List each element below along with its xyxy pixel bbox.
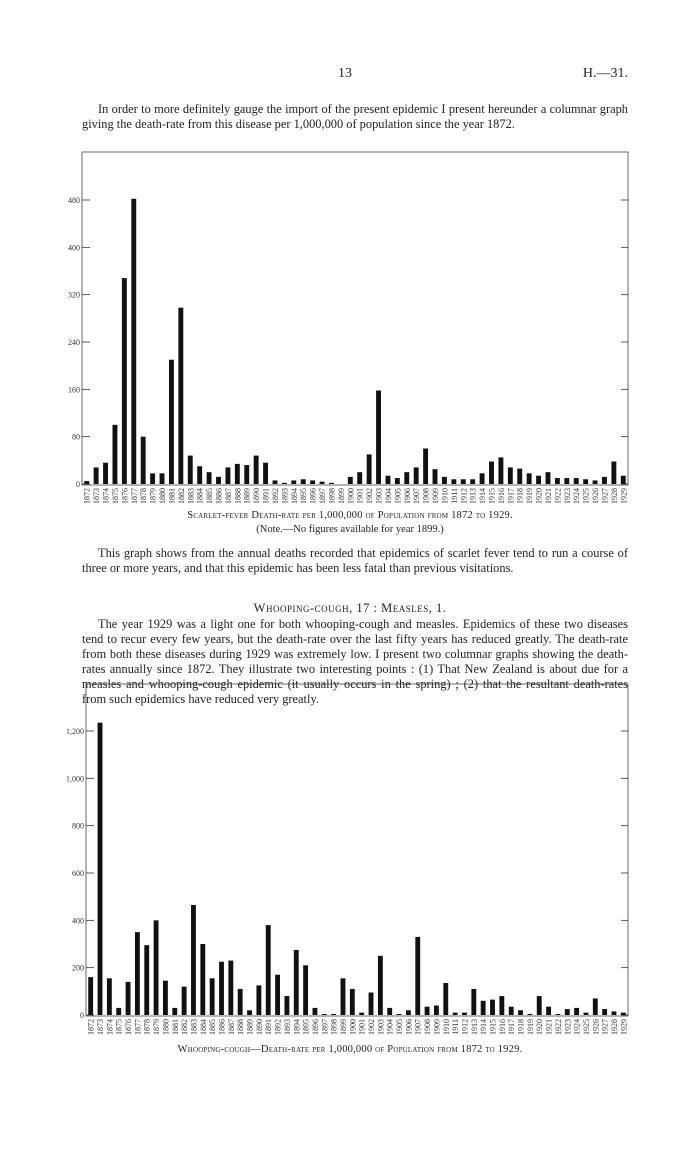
x-tick-label-1914: 1914	[478, 488, 488, 504]
bar-1898	[331, 1014, 336, 1015]
x-tick-label-1927: 1927	[600, 1019, 610, 1035]
y-tick-label: 400	[68, 243, 80, 253]
bar-1906	[406, 1010, 411, 1015]
bar-1918	[518, 1010, 523, 1015]
bar-1900	[350, 989, 355, 1015]
x-tick-label-1927: 1927	[600, 488, 610, 504]
x-tick-label-1873: 1873	[96, 1019, 106, 1035]
x-tick-label-1889: 1889	[245, 1019, 255, 1035]
x-tick-label-1917: 1917	[506, 488, 516, 504]
x-tick-label-1925: 1925	[581, 1019, 591, 1035]
bar-1926	[593, 998, 598, 1015]
bar-1883	[191, 905, 196, 1015]
x-tick-label-1892: 1892	[273, 1019, 283, 1035]
bar-1873	[98, 723, 103, 1015]
scarlet-fever-paragraph: This graph shows from the annual deaths recorded that epidemics of scarlet fever tend to run a course of three or more years, and that this epidemic has been less fatal than previous visitations.	[82, 546, 628, 575]
x-tick-label-1899: 1899	[338, 1019, 348, 1035]
section-heading: Whooping-cough, 17 : Measles, 1.	[253, 601, 447, 615]
y-tick-label: 600	[72, 869, 84, 878]
y-tick-label: 0	[76, 480, 80, 489]
x-tick-label-1882: 1882	[176, 488, 186, 504]
x-tick-label-1900: 1900	[348, 1019, 358, 1035]
x-tick-label-1881: 1881	[170, 1019, 180, 1035]
x-tick-label-1922: 1922	[553, 1019, 563, 1035]
bar-1882	[182, 987, 187, 1015]
bar-1888	[238, 989, 243, 1015]
x-tick-label-1924: 1924	[572, 1019, 582, 1035]
bar-1885	[210, 978, 215, 1015]
y-tick-label: 0	[80, 1011, 84, 1020]
bar-1925	[584, 1013, 589, 1015]
bar-1929	[621, 1013, 626, 1015]
bar-1874	[107, 978, 112, 1015]
x-tick-label-1905: 1905	[393, 488, 403, 504]
bar-1872	[88, 977, 93, 1015]
x-tick-label-1908: 1908	[423, 1019, 433, 1035]
x-tick-label-1882: 1882	[180, 1019, 190, 1035]
bar-1889	[247, 1010, 252, 1015]
bar-1909	[434, 1006, 439, 1015]
x-tick-label-1881: 1881	[167, 488, 177, 504]
x-tick-label-1894: 1894	[289, 488, 299, 504]
bar-1878	[144, 945, 149, 1015]
y-tick-label: 80	[72, 432, 80, 442]
x-tick-label-1897: 1897	[320, 1019, 330, 1035]
x-tick-label-1905: 1905	[395, 1019, 405, 1035]
bar-1917	[509, 1007, 514, 1015]
x-tick-label-1876: 1876	[124, 1019, 134, 1035]
x-tick-label-1878: 1878	[139, 488, 149, 504]
x-tick-label-1920: 1920	[535, 1019, 545, 1035]
bar-1915	[490, 1000, 495, 1015]
bar-1879	[154, 920, 159, 1015]
bar-1914	[481, 1001, 486, 1015]
bar-1894	[294, 950, 299, 1015]
x-tick-label-1929: 1929	[619, 488, 629, 504]
x-tick-label-1923: 1923	[562, 488, 572, 504]
x-tick-label-1886: 1886	[217, 1019, 227, 1035]
x-tick-label-1893: 1893	[282, 1019, 292, 1035]
x-tick-label-1908: 1908	[421, 488, 431, 504]
bar-1911	[453, 1013, 458, 1015]
x-tick-label-1883: 1883	[189, 1019, 199, 1035]
bar-1908	[425, 1007, 430, 1015]
x-tick-label-1879: 1879	[148, 488, 158, 504]
x-tick-label-1903: 1903	[374, 488, 384, 504]
bar-1897	[322, 1014, 327, 1015]
x-tick-label-1906: 1906	[402, 488, 412, 504]
x-tick-label-1898: 1898	[329, 1019, 339, 1035]
x-tick-label-1873: 1873	[92, 488, 102, 504]
x-tick-label-1928: 1928	[609, 1019, 619, 1035]
x-tick-label-1875: 1875	[114, 1019, 124, 1035]
x-tick-label-1921: 1921	[543, 488, 553, 504]
y-tick-label: 200	[72, 963, 84, 973]
x-tick-label-1891: 1891	[264, 1019, 274, 1035]
bar-1891	[266, 925, 271, 1015]
x-tick-label-1896: 1896	[308, 488, 318, 504]
x-tick-label-1900: 1900	[346, 488, 356, 504]
x-tick-label-1902: 1902	[367, 1019, 377, 1035]
x-tick-label-1901: 1901	[357, 1019, 367, 1035]
x-tick-label-1913: 1913	[468, 488, 478, 504]
y-tick-label: 480	[68, 196, 80, 205]
bar-1910	[443, 983, 448, 1015]
x-tick-label-1880: 1880	[158, 488, 168, 504]
bar-1919	[527, 1014, 532, 1015]
x-tick-label-1898: 1898	[327, 488, 337, 504]
bar-1901	[359, 1013, 364, 1015]
x-tick-label-1909: 1909	[432, 1019, 442, 1035]
x-tick-label-1877: 1877	[129, 488, 139, 504]
x-tick-label-1885: 1885	[208, 1019, 218, 1035]
y-tick-label: 400	[72, 916, 84, 926]
x-tick-label-1921: 1921	[544, 1019, 554, 1035]
bar-1886	[219, 962, 224, 1015]
page-number: 13	[338, 66, 352, 81]
x-tick-label-1878: 1878	[142, 1019, 152, 1035]
y-tick-label: 1,200	[66, 727, 84, 736]
x-tick-label-1895: 1895	[299, 488, 309, 504]
x-tick-label-1874: 1874	[105, 1019, 115, 1035]
bar-1924	[574, 1008, 579, 1015]
x-tick-label-1918: 1918	[515, 488, 525, 504]
x-tick-label-1920: 1920	[534, 488, 544, 504]
x-tick-label-1906: 1906	[404, 1019, 414, 1035]
bar-1905	[397, 1014, 402, 1015]
x-tick-label-1899: 1899	[336, 488, 346, 504]
x-tick-label-1910: 1910	[441, 1019, 451, 1035]
x-tick-label-1890: 1890	[254, 1019, 264, 1035]
x-tick-label-1889: 1889	[242, 488, 252, 504]
bar-1920	[537, 996, 542, 1015]
x-tick-label-1911: 1911	[451, 1019, 461, 1035]
bar-1880	[163, 981, 168, 1015]
bar-1892	[275, 975, 280, 1015]
document-reference: H.—31.	[582, 66, 628, 81]
intro-paragraph: In order to more definitely gauge the import of the present epidemic I present hereunder a columnar graph giving the death-rate from this disease per 1,000,000 of population since the year 1872.	[82, 102, 628, 131]
x-tick-label-1892: 1892	[270, 488, 280, 504]
bar-1922	[555, 1014, 560, 1015]
chart1-caption: Scarlet-fever Death-rate per 1,000,000 of Population from 1872 to 1929.	[187, 510, 513, 521]
x-tick-label-1924: 1924	[572, 488, 582, 504]
x-tick-label-1884: 1884	[195, 488, 205, 504]
x-tick-label-1895: 1895	[301, 1019, 311, 1035]
chart2-caption: Whooping-cough—Death-rate per 1,000,000 of Population from 1872 to 1929.	[177, 1044, 523, 1055]
x-tick-label-1926: 1926	[591, 1019, 601, 1035]
x-tick-label-1919: 1919	[525, 1019, 535, 1035]
x-tick-label-1916: 1916	[497, 1019, 507, 1035]
y-tick-label: 160	[68, 385, 80, 395]
x-tick-label-1885: 1885	[205, 488, 215, 504]
x-tick-label-1912: 1912	[460, 1019, 470, 1035]
x-tick-label-1912: 1912	[459, 488, 469, 504]
x-tick-label-1929: 1929	[619, 1019, 629, 1035]
x-tick-label-1888: 1888	[236, 1019, 246, 1035]
x-tick-label-1901: 1901	[355, 488, 365, 504]
x-tick-label-1918: 1918	[516, 1019, 526, 1035]
plot-frame	[86, 684, 628, 1016]
bar-1881	[172, 1008, 177, 1015]
bar-1907	[415, 937, 420, 1015]
x-tick-label-1872: 1872	[82, 488, 92, 504]
bar-1902	[369, 993, 374, 1015]
bar-1896	[313, 1008, 318, 1015]
x-tick-label-1907: 1907	[412, 488, 422, 504]
x-tick-label-1897: 1897	[318, 488, 328, 504]
bar-1875	[116, 1008, 121, 1015]
x-tick-label-1872: 1872	[86, 1019, 96, 1035]
x-tick-label-1922: 1922	[553, 488, 563, 504]
bar-1921	[546, 1007, 551, 1015]
bar-1912	[462, 1013, 467, 1015]
x-tick-label-1894: 1894	[292, 1019, 302, 1035]
bar-1913	[471, 989, 476, 1015]
x-tick-label-1904: 1904	[385, 1019, 395, 1035]
x-tick-label-1928: 1928	[609, 488, 619, 504]
x-tick-label-1916: 1916	[496, 488, 506, 505]
x-tick-label-1910: 1910	[440, 488, 450, 504]
x-tick-label-1879: 1879	[152, 1019, 162, 1035]
x-tick-label-1902: 1902	[365, 488, 375, 504]
bar-1895	[303, 965, 308, 1015]
x-tick-label-1887: 1887	[223, 488, 233, 504]
bar-1923	[565, 1009, 570, 1015]
x-tick-label-1876: 1876	[120, 488, 130, 504]
x-tick-label-1896: 1896	[310, 1019, 320, 1035]
x-tick-label-1911: 1911	[449, 488, 459, 504]
bar-1887	[228, 961, 233, 1015]
x-tick-label-1875: 1875	[110, 488, 120, 504]
x-tick-label-1909: 1909	[431, 488, 441, 504]
bar-1899	[341, 978, 346, 1015]
y-tick-label: 240	[68, 338, 80, 347]
bar-1884	[200, 944, 205, 1015]
y-tick-label: 320	[68, 290, 80, 300]
bar-1876	[126, 982, 131, 1015]
x-tick-label-1915: 1915	[487, 488, 497, 504]
x-tick-label-1874: 1874	[101, 488, 111, 504]
section-paragraph: The year 1929 was a light one for both whooping-cough and measles. Epidemics of these two diseases tend to recur every few years, but the death-rate over the last fifty years has reduced greatly. The death-rate from both these diseases during 1929 was extremely low. I present two columnar graphs showing the death-rates annually since 1872. They illustrate two interesting points : (1) That New Zealand is about due for a measles and whooping-cough epidemic (it usually occurs in the spring) ; (2) that the resultant death-rates from such epidemics have reduced very greatly.	[82, 617, 628, 706]
x-tick-label-1913: 1913	[469, 1019, 479, 1035]
x-tick-label-1907: 1907	[413, 1019, 423, 1035]
x-tick-label-1886: 1886	[214, 488, 224, 504]
x-tick-label-1888: 1888	[233, 488, 243, 504]
x-tick-label-1891: 1891	[261, 488, 271, 504]
x-tick-label-1914: 1914	[479, 1019, 489, 1035]
bar-1928	[612, 1011, 617, 1015]
bar-1890	[256, 985, 261, 1015]
bar-1927	[602, 1009, 607, 1015]
chart1-note: (Note.—No figures available for year 1899.)	[256, 524, 444, 535]
x-tick-label-1890: 1890	[252, 488, 262, 504]
x-tick-label-1893: 1893	[280, 488, 290, 504]
bar-1904	[387, 1008, 392, 1015]
x-tick-label-1926: 1926	[591, 488, 601, 504]
x-tick-label-1880: 1880	[161, 1019, 171, 1035]
bar-1916	[499, 996, 504, 1015]
x-tick-label-1917: 1917	[507, 1019, 517, 1035]
bar-1903	[378, 956, 383, 1015]
x-tick-label-1919: 1919	[525, 488, 535, 504]
x-tick-label-1915: 1915	[488, 1019, 498, 1035]
x-tick-label-1883: 1883	[186, 488, 196, 504]
bar-1877	[135, 932, 140, 1015]
x-tick-label-1887: 1887	[226, 1019, 236, 1035]
y-tick-label: 800	[72, 821, 84, 831]
x-tick-label-1884: 1884	[198, 1019, 208, 1035]
x-tick-label-1925: 1925	[581, 488, 591, 504]
y-tick-label: 1,000	[66, 774, 84, 784]
x-tick-label-1903: 1903	[376, 1019, 386, 1035]
x-tick-label-1904: 1904	[383, 488, 393, 504]
x-tick-label-1877: 1877	[133, 1019, 143, 1035]
bar-1893	[284, 996, 289, 1015]
x-tick-label-1923: 1923	[563, 1019, 573, 1035]
